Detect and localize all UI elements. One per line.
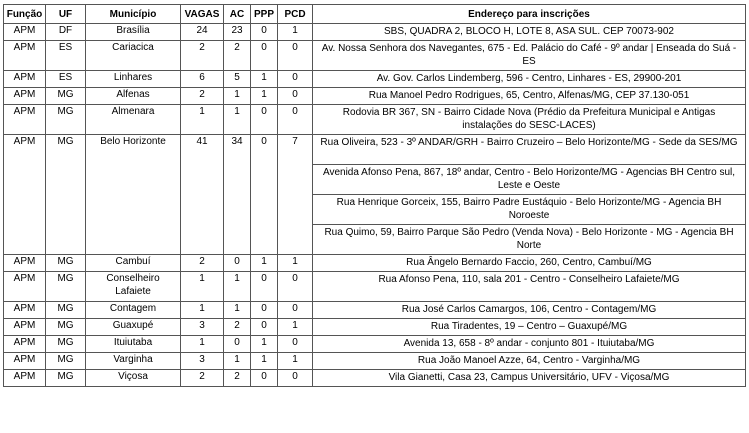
cell-ac: 5 [224,71,251,88]
cell-ppp: 1 [251,353,278,370]
header-pcd: PCD [278,5,313,24]
cell-municipio: Cambuí [86,255,181,272]
cell-pcd: 1 [278,255,313,272]
cell-ac: 0 [224,336,251,353]
cell-municipio: Ituiutaba [86,336,181,353]
cell-endereco: Rua José Carlos Camargos, 106, Centro - Contagem/MG [313,302,746,319]
cell-vagas: 1 [181,302,224,319]
cell-municipio: Viçosa [86,370,181,387]
cell-pcd: 1 [278,353,313,370]
cell-endereco: SBS, QUADRA 2, BLOCO H, LOTE 8, ASA SUL. CEP 70073-902 [313,24,746,41]
cell-ac: 1 [224,88,251,105]
cell-endereco: Rua Henrique Gorceix, 155, Bairro Padre Eustáquio - Belo Horizonte/MG - Agencia BH Noroeste [313,195,746,225]
table-body [4,24,746,387]
cell-endereco: Vila Gianetti, Casa 23, Campus Universitário, UFV - Viçosa/MG [313,370,746,387]
cell-pcd: 0 [278,336,313,353]
cell-ac: 1 [224,302,251,319]
cell-ppp: 0 [251,370,278,387]
cell-uf: MG [46,353,86,370]
cell-endereco: Rua Manoel Pedro Rodrigues, 65, Centro, Alfenas/MG, CEP 37.130-051 [313,88,746,105]
cell-endereco: Avenida 13, 658 - 8º andar - conjunto 801 - Ituiutaba/MG [313,336,746,353]
cell-municipio: Varginha [86,353,181,370]
cell-funcao: APM [4,319,46,336]
cell-uf: MG [46,272,86,302]
header-funcao: Função [4,5,46,24]
cell-endereco: Rua Ângelo Bernardo Faccio, 260, Centro, Cambuí/MG [313,255,746,272]
cell-ppp: 1 [251,88,278,105]
cell-vagas: 3 [181,319,224,336]
cell-ac: 2 [224,319,251,336]
cell-ac: 34 [224,135,251,255]
cell-municipio: Almenara [86,105,181,135]
cell-ppp: 0 [251,105,278,135]
cell-endereco: Avenida Afonso Pena, 867, 18º andar, Centro - Belo Horizonte/MG - Agencias BH Centro sul, Leste e Oeste [313,165,746,195]
cell-vagas: 3 [181,353,224,370]
table-row [4,302,746,319]
table-row [4,24,746,41]
cell-endereco: Av. Nossa Senhora dos Navegantes, 675 - Ed. Palácio do Café - 9º andar | Enseada do Suá - ES [313,41,746,71]
vacancies-table [3,4,746,387]
cell-municipio: Contagem [86,302,181,319]
cell-vagas: 1 [181,272,224,302]
cell-vagas: 41 [181,135,224,255]
cell-municipio: Conselheiro Lafaiete [86,272,181,302]
cell-vagas: 24 [181,24,224,41]
cell-pcd: 0 [278,272,313,302]
cell-uf: ES [46,41,86,71]
cell-ac: 0 [224,255,251,272]
cell-pcd: 0 [278,41,313,71]
header-row [4,5,746,24]
cell-vagas: 1 [181,336,224,353]
cell-ppp: 0 [251,272,278,302]
cell-endereco: Rua Oliveira, 523 - 3º ANDAR/GRH - Bairro Cruzeiro – Belo Horizonte/MG - Sede da SES/MG [313,135,746,165]
cell-funcao: APM [4,336,46,353]
cell-funcao: APM [4,135,46,255]
cell-pcd: 1 [278,319,313,336]
header-ac: AC [224,5,251,24]
cell-pcd: 0 [278,370,313,387]
cell-funcao: APM [4,272,46,302]
cell-pcd: 1 [278,24,313,41]
cell-funcao: APM [4,24,46,41]
header-ppp: PPP [251,5,278,24]
header-endereco: Endereço para inscrições [313,5,746,24]
table-row [4,105,746,135]
table-row [4,71,746,88]
cell-vagas: 6 [181,71,224,88]
cell-funcao: APM [4,88,46,105]
table-row [4,370,746,387]
table-row [4,319,746,336]
cell-uf: DF [46,24,86,41]
cell-pcd: 0 [278,302,313,319]
cell-ac: 2 [224,41,251,71]
cell-pcd: 7 [278,135,313,255]
cell-ppp: 1 [251,255,278,272]
cell-funcao: APM [4,255,46,272]
cell-ppp: 0 [251,302,278,319]
cell-endereco: Rua Quimo, 59, Bairro Parque São Pedro (Venda Nova) - Belo Horizonte - MG - Agencia BH Norte [313,225,746,255]
table-row [4,353,746,370]
table-row [4,41,746,71]
cell-endereco: Rua Tiradentes, 19 – Centro – Guaxupé/MG [313,319,746,336]
cell-municipio: Alfenas [86,88,181,105]
cell-municipio: Belo Horizonte [86,135,181,255]
cell-vagas: 2 [181,88,224,105]
cell-endereco: Rodovia BR 367, SN - Bairro Cidade Nova (Prédio da Prefeitura Municipal e Antigas instalações do SESC-LACES) [313,105,746,135]
cell-funcao: APM [4,41,46,71]
cell-ppp: 0 [251,319,278,336]
cell-municipio: Guaxupé [86,319,181,336]
header-municipio: Município [86,5,181,24]
cell-funcao: APM [4,105,46,135]
cell-ac: 1 [224,353,251,370]
cell-pcd: 0 [278,88,313,105]
table-row [4,135,746,165]
cell-ac: 2 [224,370,251,387]
cell-ppp: 1 [251,71,278,88]
cell-ppp: 0 [251,24,278,41]
table-row [4,255,746,272]
cell-funcao: APM [4,302,46,319]
cell-uf: MG [46,135,86,255]
cell-endereco: Rua João Manoel Azze, 64, Centro - Varginha/MG [313,353,746,370]
cell-uf: MG [46,319,86,336]
table-row [4,88,746,105]
cell-vagas: 2 [181,370,224,387]
cell-municipio: Brasília [86,24,181,41]
cell-ac: 1 [224,105,251,135]
cell-municipio: Cariacica [86,41,181,71]
cell-vagas: 2 [181,255,224,272]
cell-ppp: 0 [251,135,278,255]
cell-vagas: 1 [181,105,224,135]
cell-uf: MG [46,105,86,135]
cell-endereco: Rua Afonso Pena, 110, sala 201 - Centro - Conselheiro Lafaiete/MG [313,272,746,302]
table-row [4,336,746,353]
cell-pcd: 0 [278,105,313,135]
cell-uf: MG [46,88,86,105]
cell-ac: 23 [224,24,251,41]
cell-uf: MG [46,336,86,353]
cell-ppp: 0 [251,41,278,71]
cell-pcd: 0 [278,71,313,88]
cell-ppp: 1 [251,336,278,353]
cell-municipio: Linhares [86,71,181,88]
cell-uf: MG [46,255,86,272]
table-row [4,272,746,302]
cell-funcao: APM [4,71,46,88]
cell-uf: MG [46,370,86,387]
cell-uf: MG [46,302,86,319]
cell-ac: 1 [224,272,251,302]
cell-funcao: APM [4,353,46,370]
cell-funcao: APM [4,370,46,387]
cell-uf: ES [46,71,86,88]
header-vagas: VAGAS [181,5,224,24]
cell-endereco: Av. Gov. Carlos Lindemberg, 596 - Centro, Linhares - ES, 29900-201 [313,71,746,88]
header-uf: UF [46,5,86,24]
cell-vagas: 2 [181,41,224,71]
